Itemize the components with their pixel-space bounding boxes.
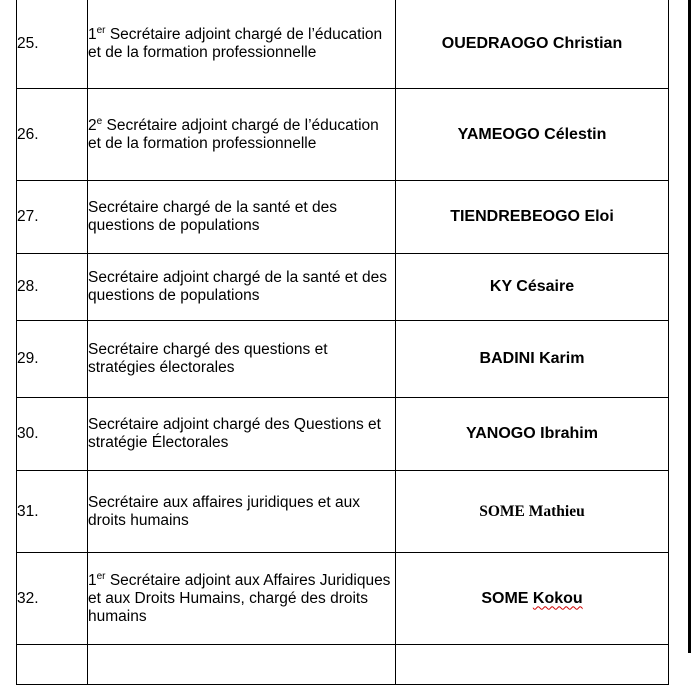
row-number: 32.: [17, 553, 88, 645]
holder-name: KY Césaire: [396, 254, 669, 321]
row-number: 30.: [17, 398, 88, 471]
position-title: [88, 645, 396, 685]
table-row: [17, 398, 669, 471]
table-row: [17, 254, 669, 321]
holder-name: SOME Mathieu: [396, 471, 669, 553]
spellcheck-underline: Kokou: [532, 589, 583, 607]
table-row: [17, 645, 669, 685]
row-number: 29.: [17, 321, 88, 398]
row-number: 31.: [17, 471, 88, 553]
office-holders-table: [16, 0, 669, 685]
position-title: 2e Secrétaire adjoint chargé de l’éducation et de la formation professionnelle: [88, 89, 396, 181]
position-title: Secrétaire aux affaires juridiques et aux droits humains: [88, 471, 396, 553]
holder-name: [396, 645, 669, 685]
position-title: Secrétaire chargé des questions et stratégies électorales: [88, 321, 396, 398]
row-number: 26.: [17, 89, 88, 181]
position-title: Secrétaire adjoint chargé des Questions et stratégie Électorales: [88, 398, 396, 471]
holder-name: OUEDRAOGO Christian: [396, 0, 669, 89]
row-number: 25.: [17, 0, 88, 89]
position-title: Secrétaire adjoint chargé de la santé et des questions de populations: [88, 254, 396, 321]
holder-name: BADINI Karim: [396, 321, 669, 398]
table-row: [17, 0, 669, 89]
position-title: 1er Secrétaire adjoint aux Affaires Juridiques et aux Droits Humains, chargé des droits humains: [88, 553, 396, 645]
position-title: 1er Secrétaire adjoint chargé de l’éducation et de la formation professionnelle: [88, 0, 396, 89]
page-border-right: [688, 0, 691, 653]
position-title: Secrétaire chargé de la santé et des questions de populations: [88, 181, 396, 254]
holder-name: YANOGO Ibrahim: [396, 398, 669, 471]
holder-name: TIENDREBEOGO Eloi: [396, 181, 669, 254]
table-row: [17, 89, 669, 181]
holder-name: SOME Kokou: [396, 553, 669, 645]
row-number: 27.: [17, 181, 88, 254]
table-row: [17, 553, 669, 645]
table-row: [17, 471, 669, 553]
table-row: [17, 321, 669, 398]
holder-name: YAMEOGO Célestin: [396, 89, 669, 181]
row-number: 28.: [17, 254, 88, 321]
row-number: [17, 645, 88, 685]
table-row: [17, 181, 669, 254]
